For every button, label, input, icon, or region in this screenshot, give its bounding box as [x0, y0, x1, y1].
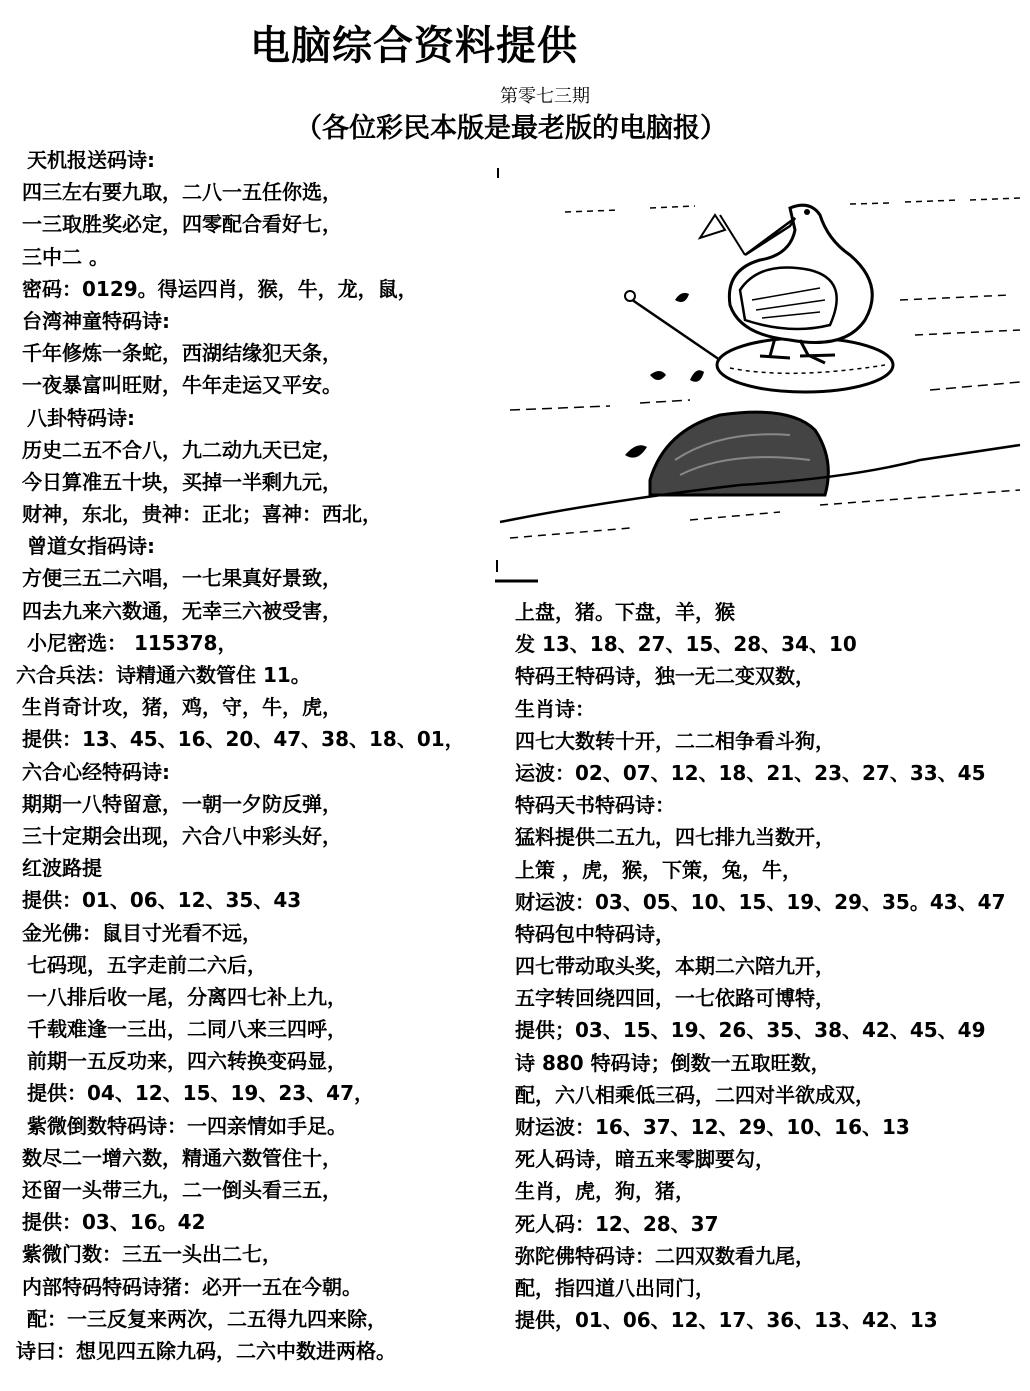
right-line: 五字转回绕四回，一七依路可博特， — [515, 986, 835, 1011]
left-line: 七码现，五字走前二六后， — [27, 952, 267, 977]
left-line: 紫微门数：三五一头出二七， — [22, 1242, 282, 1267]
left-line: 期期一八特留意，一朝一夕防反弹， — [22, 791, 342, 816]
right-column — [515, 596, 1027, 1336]
left-line: 千年修炼一条蛇，西湖结缘犯天条， — [22, 341, 342, 366]
left-line: 四去九来六数通，无幸三六被受害， — [22, 598, 342, 623]
left-line: 前期一五反功来，四六转换变码显， — [27, 1049, 347, 1074]
left-line: 提供：01、06、12、35、43 — [22, 888, 302, 913]
left-line: 六合兵法：诗精通六数管住 11。 — [16, 663, 311, 687]
right-line: 死人码：12、28、37 — [515, 1211, 719, 1236]
left-line: 一夜暴富叫旺财，牛年走运又平安。 — [22, 373, 342, 398]
left-line: 一八排后收一尾，分离四七补上九， — [27, 984, 347, 1009]
left-line: 六合心经特码诗: — [22, 759, 170, 784]
right-line: 配，指四道八出同门， — [515, 1275, 715, 1300]
left-line: 内部特码特码诗猪：必开一五在今朝。 — [22, 1274, 362, 1299]
left-line: 紫微倒数特码诗：一四亲情如手足。 — [27, 1113, 347, 1138]
right-line: 生肖诗： — [515, 696, 595, 721]
left-line: 生肖奇计攻，猪，鸡，守，牛，虎， — [22, 695, 342, 720]
left-line: 诗曰：想见四五除九码，二六中数进两格。 — [16, 1338, 396, 1363]
left-line: 还留一头带三九，二一倒头看三五， — [22, 1178, 342, 1202]
right-line: 死人码诗，暗五来零脚要勾， — [515, 1147, 775, 1172]
right-line: 弥陀佛特码诗：二四双数看九尾， — [515, 1243, 815, 1268]
left-line: 三十定期会出现，六合八中彩头好， — [22, 823, 342, 848]
right-line: 生肖，虎，狗，猪， — [515, 1179, 695, 1204]
left-line: 曾道女指码诗: — [27, 534, 155, 559]
right-line: 财运波：03、05、10、15、19、29、35。43、47 — [515, 889, 1006, 914]
left-line: 八卦特码诗: — [27, 405, 135, 430]
left-line: 财神，东北，贵神：正北；喜神：西北， — [22, 502, 382, 527]
left-line: 一三取胜奖必定，四零配合看好七， — [22, 212, 342, 237]
right-line: 特码天书特码诗： — [515, 793, 675, 818]
right-line: 发 13、18、27、15、28、34、10 — [515, 632, 857, 657]
right-line: 四七带动取头奖，本期二六陪九开， — [515, 954, 835, 979]
left-line: 今日算准五十块，买掉一半剩九元， — [22, 469, 342, 494]
right-line: 提供，01、06、12、17、36、13、42、13 — [515, 1308, 938, 1333]
right-line: 提供；03、15、19、26、35、38、42、45、49 — [515, 1018, 986, 1043]
left-line: 小尼密选： 115378， — [27, 630, 238, 655]
left-line: 千载难逢一三出，二同八来三四呼， — [27, 1017, 347, 1042]
left-line: 提供：03、16。42 — [22, 1210, 206, 1235]
right-line: 诗 880 特码诗；倒数一五取旺数， — [515, 1050, 831, 1075]
left-line: 台湾神童特码诗: — [22, 308, 170, 333]
left-line: 方便三五二六唱，一七果真好景致， — [22, 566, 342, 591]
left-line: 数尽二一增六数，精通六数管住十， — [22, 1145, 342, 1170]
left-line: 密码：0129。得运四肖，猴，牛，龙，鼠， — [22, 276, 418, 301]
page-title: 电脑综合资料提供 — [250, 23, 578, 69]
left-line: 三中二 。 — [22, 244, 109, 269]
left-line: 配：一三反复来两次，二五得九四来除， — [27, 1306, 387, 1331]
right-line: 特码王特码诗，独一无二变双数， — [515, 664, 815, 689]
right-line: 财运波：16、37、12、29、10、16、13 — [515, 1115, 910, 1139]
left-line: 金光佛：鼠目寸光看不远， — [22, 920, 262, 945]
left-column — [16, 144, 502, 1367]
pelican-on-rock-illustration — [490, 160, 1025, 590]
left-line: 天机报送码诗: — [27, 148, 155, 172]
page-subtitle: （各位彩民本版是最老版的电脑报） — [295, 113, 727, 144]
left-line: 历史二五不合八，九二动九天已定， — [22, 437, 342, 462]
right-line: 上策 ，虎，猴，下策，兔，牛， — [515, 857, 802, 882]
left-line: 四三左右要九取，二八一五任你选， — [22, 180, 342, 205]
issue-number: 第零七三期 — [500, 86, 590, 107]
left-line: 提供：04、12、15、19、23、47， — [27, 1081, 374, 1106]
left-line: 红波路提 — [22, 856, 102, 881]
right-line: 配，六八相乘低三码，二四对半欲成双， — [515, 1082, 875, 1107]
right-line: 猛料提供二五九，四七排九当数开， — [515, 825, 835, 850]
right-line: 上盘，猪。下盘，羊，猴 — [515, 600, 735, 624]
right-line: 运波：02、07、12、18、21、23、27、33、45 — [515, 760, 986, 785]
right-line: 特码包中特码诗， — [515, 921, 675, 946]
left-line: 提供：13、45、16、20、47、38、18、01， — [22, 727, 465, 752]
right-line: 四七大数转十开，二二相争看斗狗， — [515, 728, 835, 753]
